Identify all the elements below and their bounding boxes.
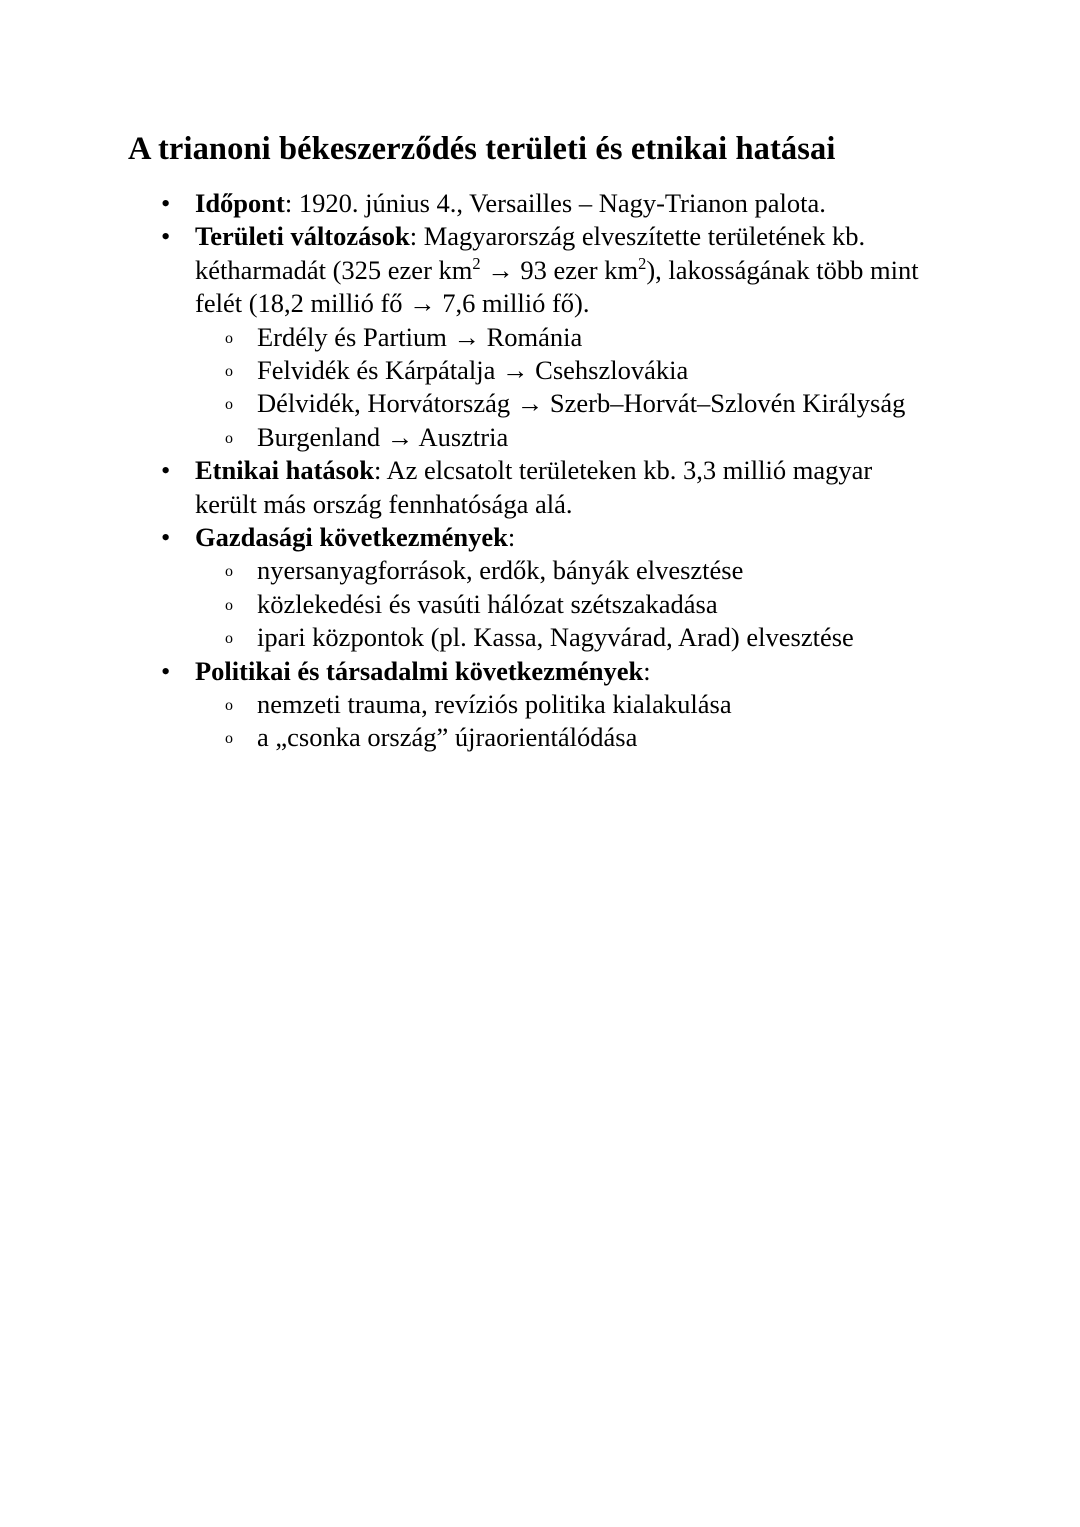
outline-list: [128, 187, 940, 755]
superscript-unit-2: 2: [638, 253, 647, 273]
circle-bullet-icon: o: [225, 596, 233, 614]
circle-bullet-icon: o: [225, 696, 233, 714]
sub-list-item-text: Felvidék és Kárpátalja → Csehszlovákia: [257, 354, 689, 385]
list-item-label: Területi változások: [195, 221, 410, 252]
sub-list: [195, 554, 940, 654]
sub-list-item: [195, 421, 940, 454]
list-item: [128, 220, 940, 454]
sub-list-item: [195, 321, 940, 354]
list-item-label: Gazdasági következmények: [195, 521, 508, 552]
sub-list-item-text: Délvidék, Horvátország → Szerb–Horvát–Szlovén Királyság: [257, 388, 906, 419]
list-item-label: Politikai és társadalmi következmények: [195, 655, 644, 686]
sub-list-item: [195, 554, 940, 587]
circle-bullet-icon: o: [225, 630, 233, 648]
circle-bullet-icon: o: [225, 329, 233, 347]
list-item-text: [195, 454, 940, 521]
sub-list-item: [195, 621, 940, 654]
list-item-label: Etnikai hatások: [195, 455, 374, 486]
list-item-separator: :: [507, 521, 516, 552]
list-item-text: [195, 187, 940, 220]
list-item-separator: :: [373, 455, 387, 486]
sub-list: [195, 688, 940, 755]
list-item-body: 1920. június 4., Versailles – Nagy-Trianon palota.: [298, 187, 826, 218]
sub-list-item-text: ipari központok (pl. Kassa, Nagyvárad, Arad) elvesztése: [257, 622, 854, 653]
circle-bullet-icon: o: [225, 730, 233, 748]
list-item: [128, 454, 940, 521]
list-item-body-part3: ), lakosságának több mint felét (18,2 millió fő → 7,6 millió fő).: [195, 254, 919, 319]
bullet-marker-icon: •: [161, 655, 171, 686]
circle-bullet-icon: o: [225, 396, 233, 414]
bullet-marker-icon: •: [161, 187, 171, 218]
sub-list-item: [195, 688, 940, 721]
list-item-text: [195, 521, 940, 554]
sub-list-item-text: a „csonka ország” újraorientálódása: [257, 722, 638, 753]
bullet-marker-icon: •: [161, 521, 171, 552]
list-item-separator: :: [409, 221, 424, 252]
superscript-unit-1: 2: [472, 253, 481, 273]
list-item-body-part1: Magyarország elveszítette területének kb. kétharmadát (325 ezer km: [195, 221, 866, 285]
sub-list-item-text: Erdély és Partium → Románia: [257, 321, 583, 352]
list-item-separator: :: [643, 655, 651, 686]
sub-list-item: [195, 387, 940, 420]
sub-list-item-text: nemzeti trauma, revíziós politika kialakulása: [257, 688, 732, 719]
bullet-marker-icon: •: [161, 221, 171, 252]
list-item: [128, 187, 940, 220]
sub-list-item-text: nyersanyagforrások, erdők, bányák elvesztése: [257, 555, 744, 586]
circle-bullet-icon: o: [225, 429, 233, 447]
page-title: A trianoni békeszerződés területi és etnikai hatásai: [128, 131, 836, 167]
list-item-text: [195, 220, 940, 320]
list-item-label: Időpont: [195, 187, 285, 218]
sub-list: [195, 321, 940, 455]
sub-list-item: [195, 354, 940, 387]
sub-list-item: [195, 588, 940, 621]
sub-list-item: [195, 721, 940, 754]
list-item-body-part2: → 93 ezer km: [480, 254, 639, 285]
list-item: [128, 655, 940, 755]
bullet-marker-icon: •: [161, 455, 171, 486]
circle-bullet-icon: o: [225, 362, 233, 380]
list-item-body: Az elcsatolt területeken kb. 3,3 millió magyar került más ország fennhatósága alá.: [195, 455, 873, 519]
sub-list-item-text: közlekedési és vasúti hálózat szétszakadása: [257, 588, 718, 619]
list-item: [128, 521, 940, 655]
sub-list-item-text: Burgenland → Ausztria: [257, 421, 509, 452]
list-item-separator: :: [284, 187, 299, 218]
list-item-text: [195, 655, 940, 688]
circle-bullet-icon: o: [225, 563, 233, 581]
